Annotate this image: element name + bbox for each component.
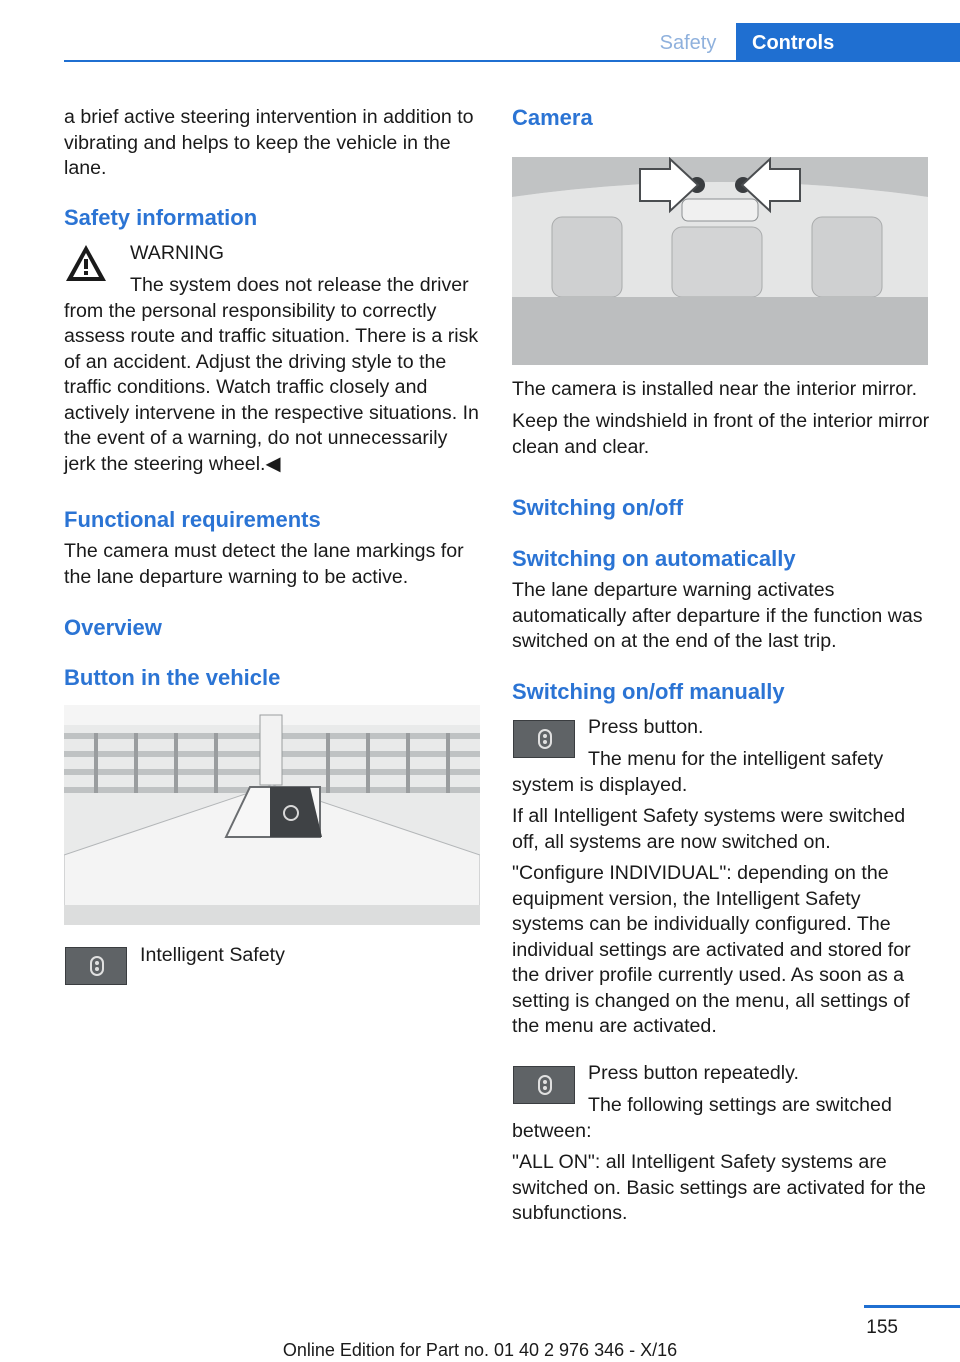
switching-heading: Switching on/off: [512, 495, 684, 520]
button-in-vehicle-heading: Button in the vehicle: [64, 665, 281, 690]
intelligent-safety-caption: Intelligent Safety: [140, 944, 285, 966]
intelligent-safety-icon: [88, 956, 106, 976]
safety-info-heading: Safety information: [64, 205, 258, 230]
intelligent-safety-icon: [536, 729, 554, 749]
warning-label: WARNING: [130, 242, 224, 264]
intelligent-safety-icon: [536, 1075, 554, 1095]
press-repeatedly-text: Press button repeatedly.: [588, 1062, 799, 1084]
camera-text-1: The camera is installed near the interior mirror.: [512, 378, 918, 400]
following-settings-text: The following settings are switched between:: [512, 1094, 892, 1142]
page-number: 155: [866, 1317, 898, 1338]
menu-displayed-text: The menu for the intelligent safety system is displayed.: [512, 748, 884, 796]
edition-footer: Online Edition for Part no. 01 40 2 976 346 - X/16: [282, 1340, 678, 1360]
functional-requirements-heading: Functional requirements: [64, 507, 321, 532]
header-tabs: [640, 23, 960, 61]
chapter-tab: Controls: [736, 23, 960, 61]
switching-automatically-text: The lane departure warning activates automatically after departure if the function was switched on at the end of the last trip.: [512, 579, 923, 652]
intro-paragraph: a brief active steering intervention in addition to vibrating and helps to keep the vehicle in the lane.: [64, 106, 474, 179]
switching-automatically-heading: Switching on automatically: [512, 546, 796, 571]
intelligent-safety-button-image: [65, 947, 127, 985]
functional-requirements-text: The camera must detect the lane markings for the lane departure warning to be active.: [64, 540, 464, 588]
press-button-text: Press button.: [588, 716, 704, 738]
section-tab: Safety: [659, 32, 717, 54]
switching-manually-heading: Switching on/off manually: [512, 679, 785, 704]
header-rule: [64, 60, 960, 62]
all-on-text: "ALL ON": all Intelligent Safety systems are switched on. Basic settings are activated for the subfunctions.: [512, 1151, 926, 1224]
warning-text: The system does not release the driver from the personal responsibility to correctly assess route and traffic situation. There is a risk of an accident. Adjust the driving style to the traffic conditions. Watch traffic closely and actively intervene in the respective situations. In the event of a warning, do not unnecessarily jerk the steering wheel.◀: [64, 274, 479, 475]
overview-heading: Overview: [64, 615, 162, 640]
configure-individual-text: "Configure INDIVIDUAL": depending on the equipment version, the Intelligent Safety systems can be individually configured. The individual settings are activated and stored for the driver profile currently used. As soon as a setting is changed on the menu, all settings of the menu are activated.: [512, 862, 911, 1037]
footer-rule: [864, 1305, 960, 1308]
camera-text-2: Keep the windshield in front of the interior mirror clean and clear.: [512, 410, 930, 458]
vehicle-button-illustration: [64, 705, 480, 925]
camera-location-illustration: [512, 157, 928, 365]
camera-heading: Camera: [512, 105, 593, 130]
all-off-text: If all Intelligent Safety systems were switched off, all systems are now switched on.: [512, 805, 906, 853]
